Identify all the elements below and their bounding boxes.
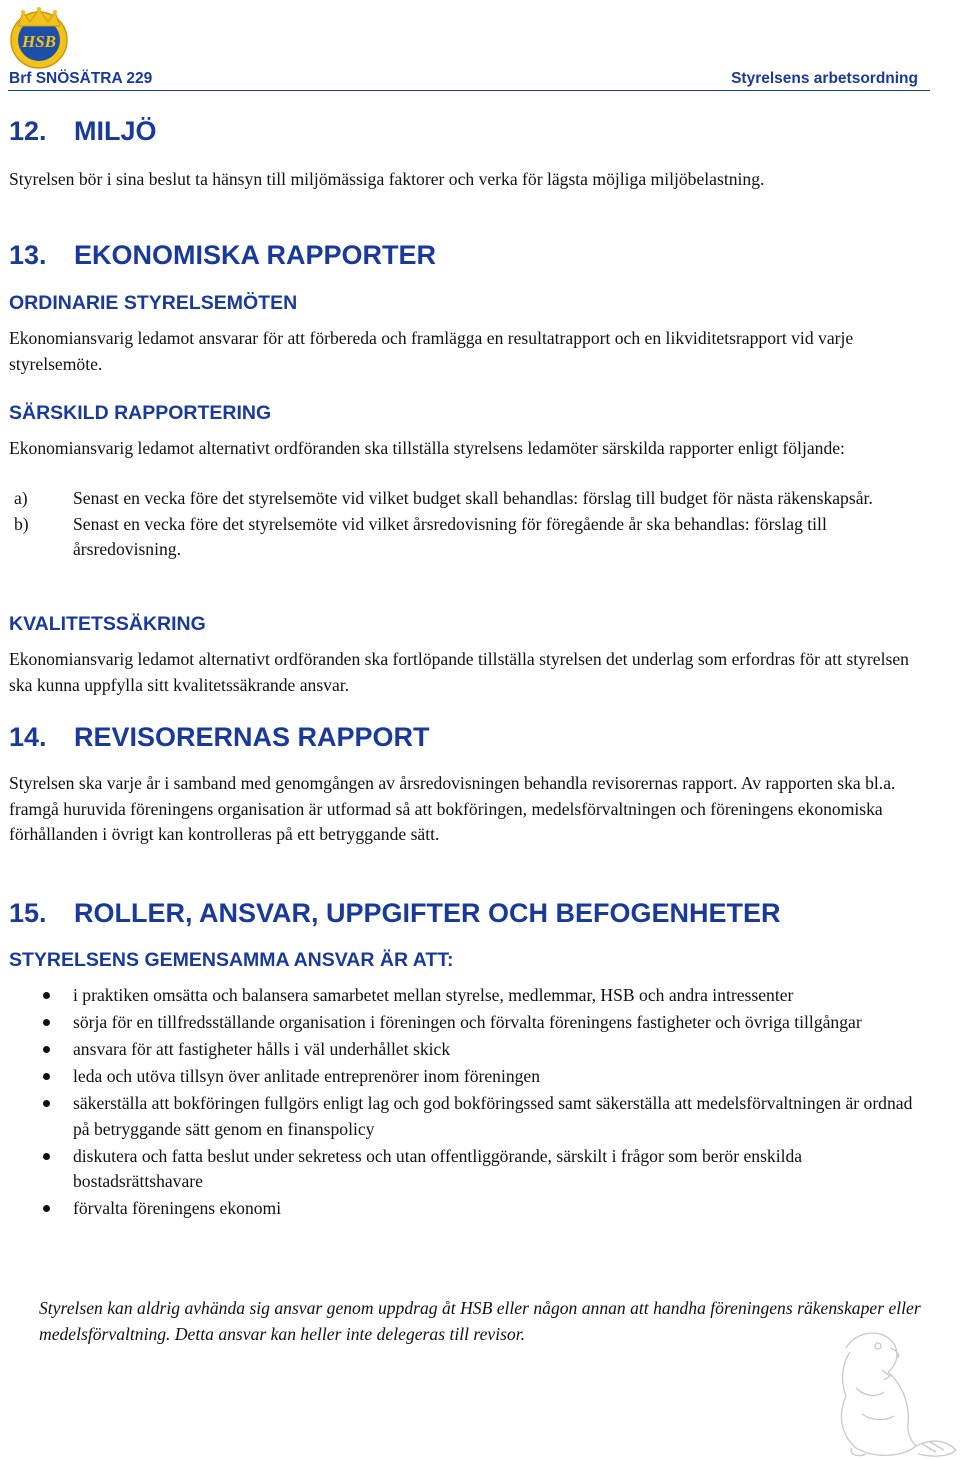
subheading-kvalitetssakring: KVALITETSSÄKRING [9, 613, 206, 635]
list-item: ansvara för att fastigheter hålls i väl underhållet skick [9, 1037, 929, 1063]
ordinarie-body: Ekonomiansvarig ledamot ansvarar för att förbereda och framlägga en resultatrapport och en likviditetsrapport vid varje styrelsemöte. [9, 328, 854, 374]
section-heading-12: 12. MILJÖ [9, 116, 157, 146]
bullet-icon [43, 1205, 50, 1212]
sarskild-body: Ekonomiansvarig ledamot alternativt ordföranden ska tillställa styrelsens ledamöter särskilda rapporter enligt följande: [9, 438, 845, 458]
list-item: sörja för en tillfredsställande organisation i föreningen och förvalta föreningens fastigheter och övriga tillgångar [9, 1010, 929, 1036]
beaver-watermark-illustration [786, 1318, 960, 1459]
hsb-logo [6, 6, 72, 70]
list-item-text: Senast en vecka före det styrelsemöte vid vilket årsredovisning för föregående år ska behandlas: förslag till årsredovisning. [73, 513, 827, 559]
list-item [9, 486, 929, 512]
header-doc-title: Styrelsens arbetsordning [731, 70, 918, 87]
sarskild-list [9, 486, 929, 563]
bullet-icon [43, 1153, 50, 1160]
list-item: i praktiken omsätta och balansera samarbetet mellan styrelse, medlemmar, HSB och andra intressenter [9, 983, 929, 1009]
bullet-icon [43, 992, 50, 999]
list-item-label: b) [14, 513, 29, 534]
section-14-body: Styrelsen ska varje år i samband med genomgången av årsredovisningen behandla revisorernas rapport. Av rapporten ska bl.a. framgå huruvida föreningens organisation är utformad så att bokföringen, medelsförvaltningen och föreningens ekonomiska förhållanden i övrigt kan kontrolleras på ett betryggande sätt. [9, 773, 896, 844]
closing-note: Styrelsen kan aldrig avhända sig ansvar genom uppdrag åt HSB eller någon annan att handha föreningens räkenskaper eller medelsförvaltning. Detta ansvar kan heller inte delegeras till revisor. [39, 1298, 921, 1344]
responsibility-list [9, 983, 929, 1223]
section-heading-15: 15. ROLLER, ANSVAR, UPPGIFTER OCH BEFOGENHETER [9, 898, 781, 928]
list-item: diskutera och fatta beslut under sekretess och utan offentliggörande, särskilt i frågor som berör enskilda bostadsrättshavare [9, 1144, 929, 1195]
subheading-sarskild-rapportering: SÄRSKILD RAPPORTERING [9, 402, 272, 424]
svg-text:HSB: HSB [21, 32, 57, 51]
header-divider [8, 90, 930, 91]
subheading-ordinarie-styrelsemoten: ORDINARIE STYRELSEMÖTEN [9, 292, 298, 314]
bullet-icon [43, 1019, 50, 1026]
bullet-icon [43, 1046, 50, 1053]
list-item-label: a) [14, 488, 28, 508]
bullet-icon [43, 1073, 50, 1080]
kvalitetssakring-body: Ekonomiansvarig ledamot alternativt ordföranden ska fortlöpande tillställa styrelsen det underlag som erfordras för att styrelsen ska kunna uppfylla sitt kvalitetssäkrande ansvar. [9, 649, 909, 695]
list-item: leda och utöva tillsyn över anlitade entreprenörer inom föreningen [9, 1064, 929, 1090]
header-org-name: Brf SNÖSÄTRA 229 [9, 70, 153, 87]
list-item-text: Senast en vecka före det styrelsemöte vid vilket budget skall behandlas: förslag till budget för nästa räkenskapsår. [73, 488, 873, 508]
bullet-icon [43, 1100, 50, 1107]
subheading-gemensamma-ansvar: STYRELSENS GEMENSAMMA ANSVAR ÄR ATT: [9, 949, 454, 971]
list-item [9, 512, 929, 563]
list-item: säkerställa att bokföringen fullgörs enligt lag och god bokföringssed samt säkerställa att medelsförvaltningen är ordnad på betryggande sätt genom en finanspolicy [9, 1091, 929, 1142]
section-heading-13: 13. EKONOMISKA RAPPORTER [9, 240, 437, 270]
section-12-body: Styrelsen bör i sina beslut ta hänsyn till miljömässiga faktorer och verka för lägsta möjliga miljöbelastning. [9, 169, 765, 189]
section-heading-14: 14. REVISORERNAS RAPPORT [9, 722, 430, 752]
list-item: förvalta föreningens ekonomi [9, 1196, 929, 1222]
